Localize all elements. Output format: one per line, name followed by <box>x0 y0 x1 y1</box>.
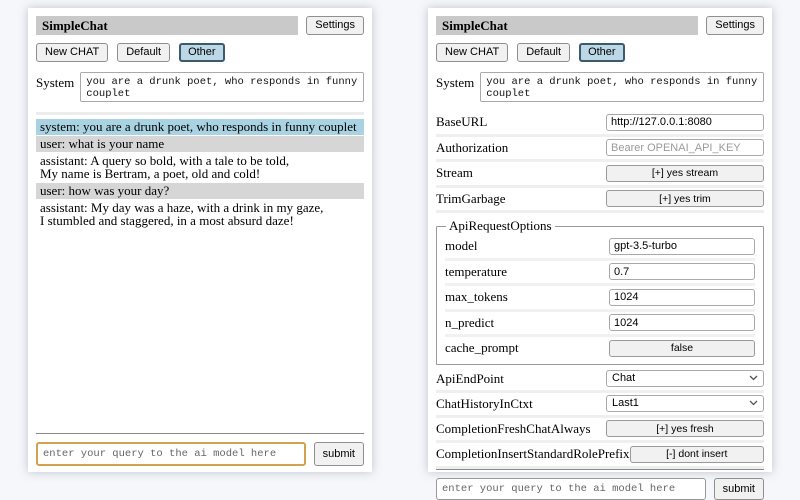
max-tokens-label: max_tokens <box>445 289 508 305</box>
setting-row-stream <box>436 162 764 188</box>
chat-message-system: system: you are a drunk poet, who responds in funny couplet <box>36 119 364 135</box>
query-input[interactable] <box>36 442 306 466</box>
n-predict-input[interactable] <box>609 314 755 331</box>
setting-row-baseurl <box>436 111 764 137</box>
role-prefix-toggle-button[interactable]: [-] dont insert <box>630 446 764 463</box>
settings-button[interactable]: Settings <box>706 16 764 35</box>
chat-history-label: ChatHistoryInCtxt <box>436 395 533 411</box>
fresh-chat-label: CompletionFreshChatAlways <box>436 420 591 436</box>
setting-row-cache-prompt <box>445 337 755 360</box>
cache-prompt-toggle-button[interactable]: false <box>609 340 755 357</box>
system-prompt-input[interactable] <box>480 72 764 102</box>
chat-message-user: user: what is your name <box>36 136 364 152</box>
chat-history-select[interactable] <box>606 395 764 412</box>
footer-divider <box>36 433 364 434</box>
header <box>436 16 764 35</box>
session-tab-other[interactable]: Other <box>579 43 625 62</box>
baseurl-label: BaseURL <box>436 114 488 130</box>
api-request-options-fieldset <box>436 218 764 365</box>
setting-row-api-endpoint <box>436 368 764 393</box>
divider <box>36 112 364 115</box>
system-prompt-row <box>436 72 764 102</box>
assistant-line: assistant: My day was a haze, with a drink in my gaze, <box>40 200 324 215</box>
new-chat-button[interactable]: New CHAT <box>36 43 108 62</box>
chat-message-assistant <box>36 200 364 229</box>
authorization-label: Authorization <box>436 139 509 155</box>
model-label: model <box>445 238 478 254</box>
authorization-input[interactable] <box>606 139 764 156</box>
footer-divider <box>436 469 764 470</box>
chat-panel <box>28 8 372 472</box>
header <box>36 16 364 35</box>
stream-label: Stream <box>436 165 473 181</box>
session-toolbar <box>436 43 764 62</box>
chat-message-user: user: how was your day? <box>36 183 364 199</box>
trimgarbage-label: TrimGarbage <box>436 190 506 206</box>
query-row <box>436 478 764 500</box>
chat-message-assistant <box>36 153 364 182</box>
new-chat-button[interactable]: New CHAT <box>436 43 508 62</box>
query-footer <box>36 433 364 466</box>
system-label: System <box>436 75 475 90</box>
setting-row-max-tokens <box>445 286 755 312</box>
session-toolbar <box>36 43 364 62</box>
model-input[interactable] <box>609 238 755 255</box>
chat-history-value: Last1 <box>612 396 639 409</box>
chat-message-list <box>36 119 364 433</box>
max-tokens-input[interactable] <box>609 289 755 306</box>
app-title: SimpleChat <box>36 16 298 35</box>
api-endpoint-label: ApiEndPoint <box>436 370 504 386</box>
system-prompt-row <box>36 72 364 102</box>
fresh-chat-toggle-button[interactable]: [+] yes fresh <box>606 420 764 437</box>
chevron-down-icon <box>749 375 758 381</box>
setting-row-authorization <box>436 137 764 163</box>
api-endpoint-select[interactable] <box>606 370 764 387</box>
setting-row-model <box>445 235 755 261</box>
setting-row-chat-history <box>436 393 764 418</box>
assistant-line: I stumbled and staggered, in a most absurd daze! <box>40 213 294 228</box>
settings-panel <box>428 8 772 495</box>
role-prefix-label: CompletionInsertStandardRolePrefix <box>436 446 630 462</box>
query-footer <box>436 469 764 500</box>
session-tab-default[interactable]: Default <box>517 43 570 62</box>
assistant-line: My name is Bertram, a poet, old and cold! <box>40 166 261 181</box>
temperature-label: temperature <box>445 263 508 279</box>
api-endpoint-value: Chat <box>612 371 636 384</box>
session-tab-default[interactable]: Default <box>117 43 170 62</box>
setting-row-role-prefix <box>436 443 764 469</box>
cache-prompt-label: cache_prompt <box>445 340 519 356</box>
setting-row-fresh-chat <box>436 418 764 444</box>
query-input[interactable] <box>436 478 706 500</box>
stream-toggle-button[interactable]: [+] yes stream <box>606 165 764 182</box>
chevron-down-icon <box>749 400 758 406</box>
submit-button[interactable]: submit <box>714 478 764 500</box>
system-label: System <box>36 75 75 90</box>
app-title: SimpleChat <box>436 16 698 35</box>
n-predict-label: n_predict <box>445 314 495 330</box>
api-request-options-legend: ApiRequestOptions <box>449 218 552 233</box>
setting-row-trimgarbage <box>436 188 764 214</box>
submit-button[interactable]: submit <box>314 442 364 466</box>
assistant-line: assistant: A query so bold, with a tale to be told, <box>40 153 290 168</box>
temperature-input[interactable] <box>609 263 755 280</box>
query-row <box>36 442 364 466</box>
settings-button[interactable]: Settings <box>306 16 364 35</box>
trimgarbage-toggle-button[interactable]: [+] yes trim <box>606 190 764 207</box>
setting-row-temperature <box>445 261 755 287</box>
setting-row-n-predict <box>445 312 755 338</box>
session-tab-other[interactable]: Other <box>179 43 225 62</box>
baseurl-input[interactable] <box>606 114 764 131</box>
system-prompt-input[interactable] <box>80 72 364 102</box>
